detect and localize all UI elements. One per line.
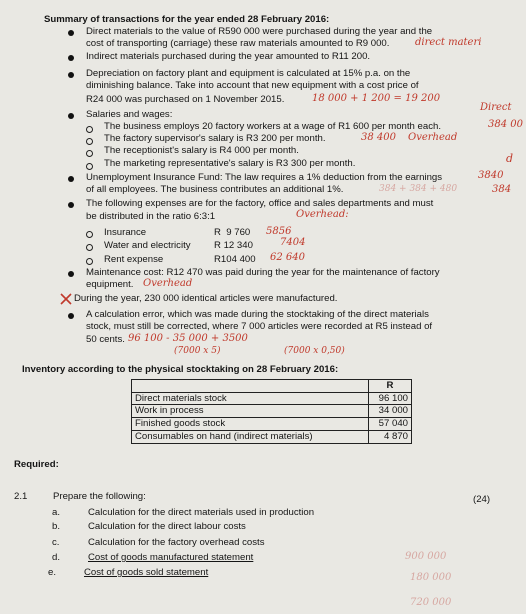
handwritten-calc: (7000 x 5) bbox=[174, 346, 221, 356]
expense-name: Rent expense bbox=[104, 254, 164, 265]
inventory-amount: 57 040 bbox=[369, 418, 412, 431]
uif-text: Unemployment Insurance Fund: The law requires a 1% deduction from the earnings bbox=[86, 172, 443, 183]
handwritten-overhead: Overhead bbox=[143, 278, 193, 289]
table-row bbox=[132, 405, 412, 418]
item-letter: a. bbox=[52, 507, 61, 518]
sub-bullet bbox=[86, 163, 93, 170]
page-title: Summary of transactions for the year ended 28 February 2016: bbox=[44, 14, 330, 25]
question-prompt: Prepare the following: bbox=[53, 491, 146, 502]
required-item: Calculation for the direct materials used in production bbox=[88, 507, 315, 518]
item-letter: d. bbox=[52, 552, 61, 563]
bullet bbox=[68, 30, 74, 36]
expenses-text-2: be distributed in the ratio 6:3:1 bbox=[86, 211, 216, 222]
table-row bbox=[132, 418, 412, 431]
inventory-item: Direct materials stock bbox=[132, 392, 369, 405]
salaries-item: The factory supervisor's salary is R3 200 per month. bbox=[104, 133, 326, 144]
bullet bbox=[68, 72, 74, 78]
direct-materials-text-2: cost of transporting (carriage) these raw materials amounted to R9 000. bbox=[86, 38, 390, 49]
required-item: Calculation for the direct labour costs bbox=[88, 521, 246, 532]
expenses-text: The following expenses are for the factory, office and sales departments and must bbox=[86, 198, 434, 209]
sub-bullet bbox=[86, 258, 93, 265]
bullet bbox=[68, 271, 74, 277]
handwritten-note: d bbox=[506, 152, 514, 165]
cross-mark-icon bbox=[59, 292, 73, 306]
required-item: Cost of goods sold statement bbox=[84, 567, 209, 578]
manufactured-text: During the year, 230 000 identical articles were manufactured. bbox=[74, 293, 338, 304]
maintenance-text: Maintenance cost: R12 470 was paid during the year for the maintenance of factory bbox=[86, 267, 440, 278]
handwritten-total: 384 00 bbox=[488, 119, 523, 130]
inventory-table bbox=[131, 379, 412, 444]
depreciation-text: Depreciation on factory plant and equipment is calculated at 15% p.a. on the bbox=[86, 68, 411, 79]
sub-bullet bbox=[86, 126, 93, 133]
question-number: 2.1 bbox=[14, 491, 28, 502]
handwritten-calc: 900 000 bbox=[405, 551, 447, 562]
sub-bullet bbox=[86, 150, 93, 157]
sub-bullet bbox=[86, 231, 93, 238]
calc-error-text: A calculation error, which was made during the stocktaking of the direct materials bbox=[86, 309, 429, 320]
handwritten-total: 3840 bbox=[478, 170, 504, 181]
salaries-item: The marketing representative's salary is R3 300 per month. bbox=[104, 158, 356, 169]
handwritten-calc: 96 100 - 35 000 + 3500 bbox=[128, 333, 248, 344]
required-item: Cost of goods manufactured statement bbox=[88, 552, 254, 563]
handwritten-result: 384 bbox=[492, 184, 512, 195]
handwritten-note: Direct bbox=[480, 102, 512, 113]
required-item: Calculation for the factory overhead costs bbox=[88, 537, 265, 548]
handwritten-share: 7404 bbox=[280, 237, 306, 248]
handwritten-calc: (7000 x 0,50) bbox=[284, 346, 345, 356]
bullet bbox=[68, 176, 74, 182]
sub-bullet bbox=[86, 244, 93, 251]
required-heading: Required: bbox=[14, 459, 59, 470]
depreciation-text-2: diminishing balance. Take into account that new equipment with a cost price of bbox=[86, 80, 419, 91]
maintenance-text-2: equipment. bbox=[86, 279, 134, 290]
inventory-amount: 4 870 bbox=[369, 430, 412, 443]
handwritten-overhead: Overhead bbox=[408, 132, 458, 143]
table-row bbox=[132, 430, 412, 443]
expense-amount: R 9 760 bbox=[214, 227, 251, 238]
salaries-heading: Salaries and wages: bbox=[86, 109, 173, 120]
handwritten-calc: 720 000 bbox=[410, 597, 452, 608]
inventory-amount: 34 000 bbox=[369, 405, 412, 418]
item-letter: e. bbox=[48, 567, 57, 578]
indirect-materials-text: Indirect materials purchased during the year amounted to R11 200. bbox=[86, 51, 371, 62]
item-letter: b. bbox=[52, 521, 61, 532]
handwritten-overhead: Overhead: bbox=[296, 209, 349, 220]
table-header-cell bbox=[132, 380, 369, 393]
bullet bbox=[68, 313, 74, 319]
item-letter: c. bbox=[52, 537, 60, 548]
salaries-item: The business employs 20 factory workers at a wage of R1 600 per month each. bbox=[104, 121, 442, 132]
sub-bullet bbox=[86, 138, 93, 145]
direct-materials-text: Direct materials to the value of R590 000 were purchased during the year and the bbox=[86, 26, 433, 37]
expense-amount: R 12 340 bbox=[214, 240, 253, 251]
inventory-amount: 96 100 bbox=[369, 392, 412, 405]
bullet bbox=[68, 55, 74, 61]
inventory-item: Work in process bbox=[132, 405, 369, 418]
expense-amount: R104 400 bbox=[214, 254, 256, 265]
handwritten-share: 5856 bbox=[266, 226, 292, 237]
bullet bbox=[68, 202, 74, 208]
handwritten-share: 62 640 bbox=[270, 252, 305, 263]
inventory-item: Finished goods stock bbox=[132, 418, 369, 431]
handwritten-note: direct materi bbox=[415, 37, 482, 48]
inventory-item: Consumables on hand (indirect materials) bbox=[132, 430, 369, 443]
calc-error-text-3: 50 cents. bbox=[86, 334, 125, 345]
depreciation-text-3: R24 000 was purchased on 1 November 2015. bbox=[86, 94, 285, 105]
uif-text-2: of all employees. The business contributes an additional 1%. bbox=[86, 184, 344, 195]
calc-error-text-2: stock, must still be corrected, where 7 000 articles were recorded at R5 instead of bbox=[86, 321, 433, 332]
inventory-heading: Inventory according to the physical stocktaking on 28 February 2016: bbox=[22, 364, 339, 375]
marks: (24) bbox=[473, 494, 491, 505]
expense-name: Insurance bbox=[104, 227, 147, 238]
handwritten-calc: 18 000 + 1 200 = 19 200 bbox=[312, 93, 441, 104]
expense-name: Water and electricity bbox=[104, 240, 191, 251]
handwritten-calc: 180 000 bbox=[410, 572, 452, 583]
table-row bbox=[132, 392, 412, 405]
table-header-row bbox=[132, 380, 412, 393]
currency-header: R bbox=[369, 380, 412, 393]
salaries-item: The receptionist's salary is R4 000 per month. bbox=[104, 145, 299, 156]
handwritten-product: 38 400 bbox=[361, 132, 396, 143]
bullet bbox=[68, 113, 74, 119]
handwritten-sum: 384 + 384 + 480 bbox=[379, 184, 458, 194]
